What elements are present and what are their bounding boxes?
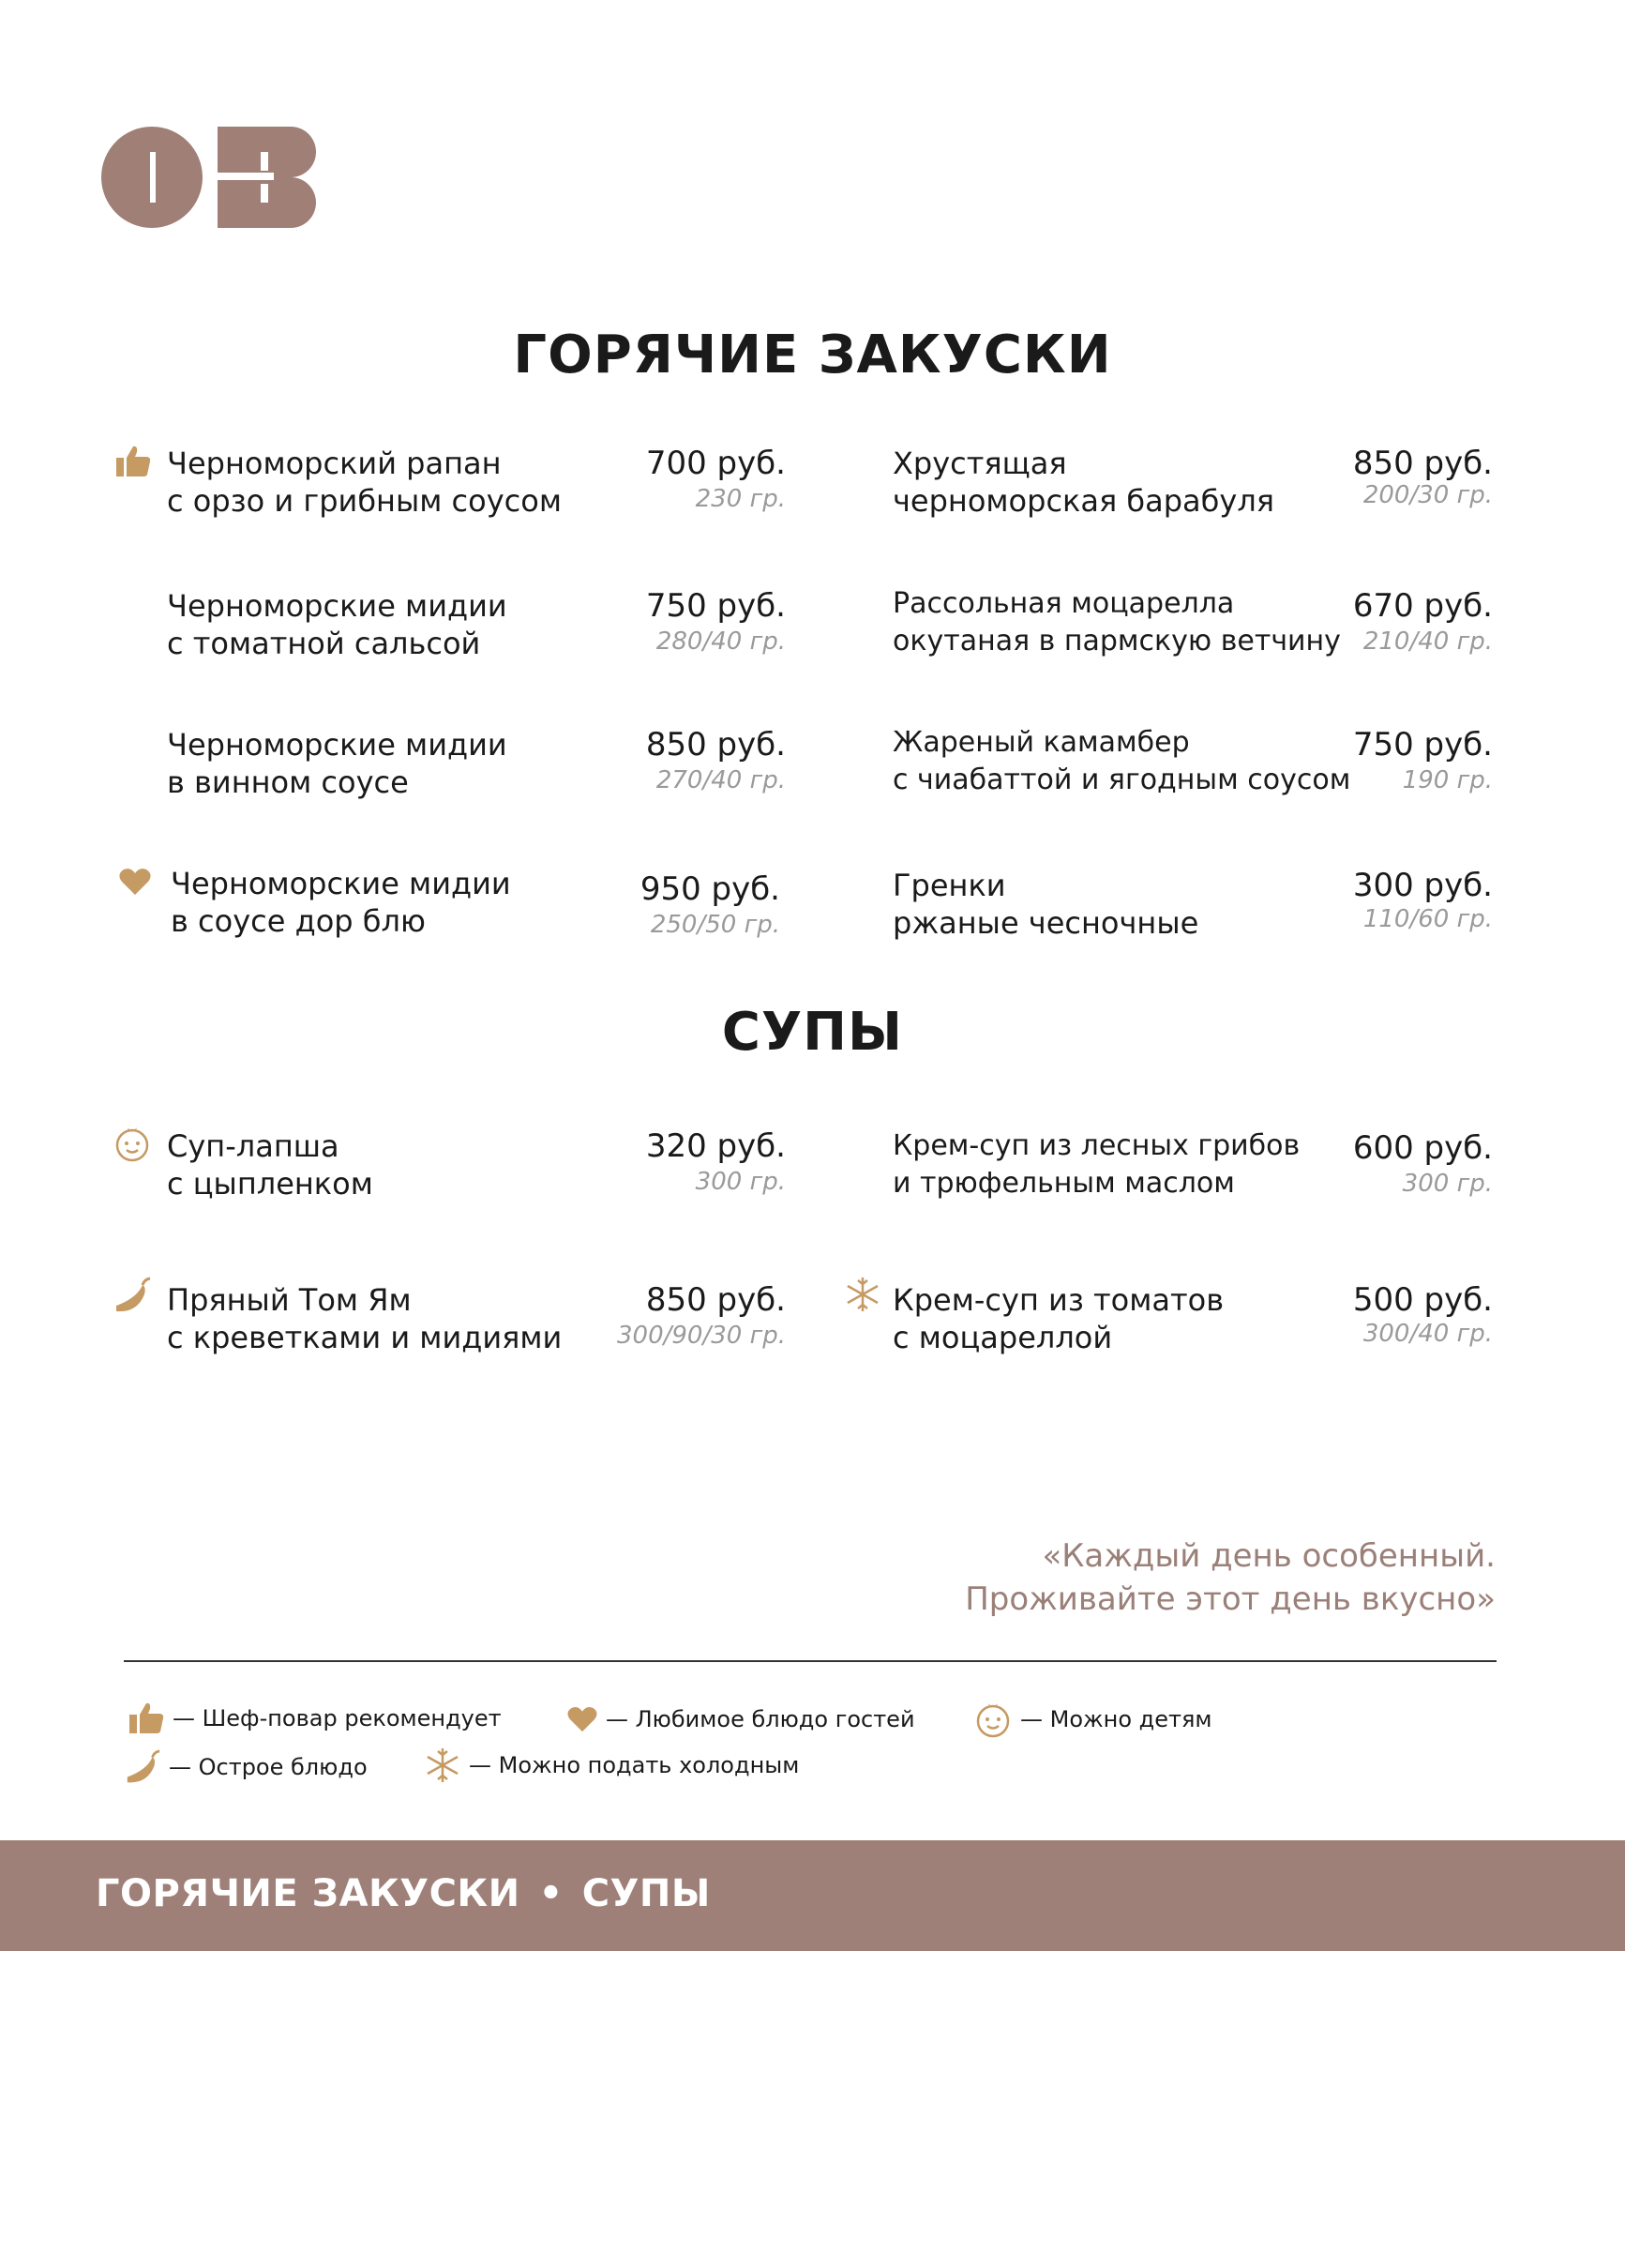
menu-item: Черноморские мидии с томатной сальсой 750 руб. 280/40 гр. [167,587,786,661]
footer-band [0,1840,1625,1951]
heart-icon [118,867,152,897]
thumbs-up-icon [114,445,152,478]
menu-item: Крем-суп из томатов с моцареллой 500 руб. 300/40 гр. [893,1281,1493,1356]
baby-face-icon [973,1700,1013,1739]
logo [98,126,336,229]
item-weight: 200/30 гр. [1362,481,1493,509]
snowflake-icon [844,1276,881,1313]
item-price: 670 руб. [1352,587,1493,625]
item-price: 300 руб. [1352,867,1493,904]
slogan-quote: «Каждый день особенный. Проживайте этот день вкусно» [965,1537,1496,1618]
legend-chef-recommends: — Шеф-повар рекомендует [128,1701,502,1735]
menu-item: Черноморские мидии в соусе дор блю 950 руб. 250/50 гр. [171,865,786,940]
legend-spicy: — Острое блюдо [124,1748,368,1786]
item-weight: 270/40 гр. [655,766,786,794]
legend-serve-cold: — Можно подать холодным [424,1746,799,1784]
chili-pepper-icon [113,1276,152,1315]
menu-item: Рассольная моцарелла окутаная в пармскую ветчину 670 руб. 210/40 гр. [893,587,1493,658]
menu-item: Крем-суп из лесных грибов и трюфельным маслом 600 руб. 300 гр. [893,1129,1493,1200]
menu-item: Черноморские мидии в винном соусе 850 руб. 270/40 гр. [167,726,786,800]
thumbs-up-icon [128,1701,165,1735]
item-weight: 300 гр. [1402,1170,1493,1198]
item-weight: 250/50 гр. [650,911,780,939]
item-weight: 230 гр. [695,485,786,513]
divider [124,1660,1497,1662]
menu-item: Суп-лапша с цыпленком 320 руб. 300 гр. [167,1127,786,1202]
snowflake-icon [424,1746,461,1784]
item-price: 600 руб. [1352,1129,1493,1167]
item-price: 750 руб. [645,587,786,625]
item-price: 850 руб. [1352,445,1493,482]
legend-guest-favorite: — Любимое блюдо гостей [566,1705,915,1733]
item-weight: 300 гр. [695,1168,786,1196]
section-title-hot-appetizers: ГОРЯЧИЕ ЗАКУСКИ [513,325,1112,386]
item-price: 500 руб. [1352,1281,1493,1319]
item-price: 950 руб. [639,870,780,908]
item-weight: 210/40 гр. [1362,627,1493,656]
item-price: 700 руб. [645,445,786,482]
menu-item: Черноморский рапан с орзо и грибным соусом 700 руб. 230 гр. [167,445,786,520]
item-weight: 300/40 гр. [1362,1320,1493,1348]
item-price: 850 руб. [645,726,786,764]
legend-kids-allowed: — Можно детям [973,1700,1212,1739]
item-weight: 110/60 гр. [1362,905,1493,933]
item-weight: 190 гр. [1402,766,1493,794]
menu-item: Гренки ржаные чесночные 300 руб. 110/60 гр. [893,867,1493,941]
item-price: 750 руб. [1352,726,1493,764]
item-weight: 280/40 гр. [655,627,786,656]
heart-icon [566,1705,598,1733]
chili-pepper-icon [124,1748,161,1786]
menu-item: Пряный Том Ям с креветками и мидиями 850 руб. 300/90/30 гр. [167,1281,786,1356]
baby-face-icon [113,1124,152,1163]
menu-item: Жареный камамбер с чиабаттой и ягодным соусом 750 руб. 190 гр. [893,726,1493,796]
section-title-soups: СУПЫ [721,1002,904,1063]
menu-item: Хрустящая черноморская барабуля 850 руб. 200/30 гр. [893,445,1493,519]
footer-title: ГОРЯЧИЕ ЗАКУСКИ • СУПЫ [96,1872,711,1915]
item-price: 320 руб. [645,1127,786,1165]
item-weight: 300/90/30 гр. [616,1322,786,1350]
item-price: 850 руб. [645,1281,786,1319]
